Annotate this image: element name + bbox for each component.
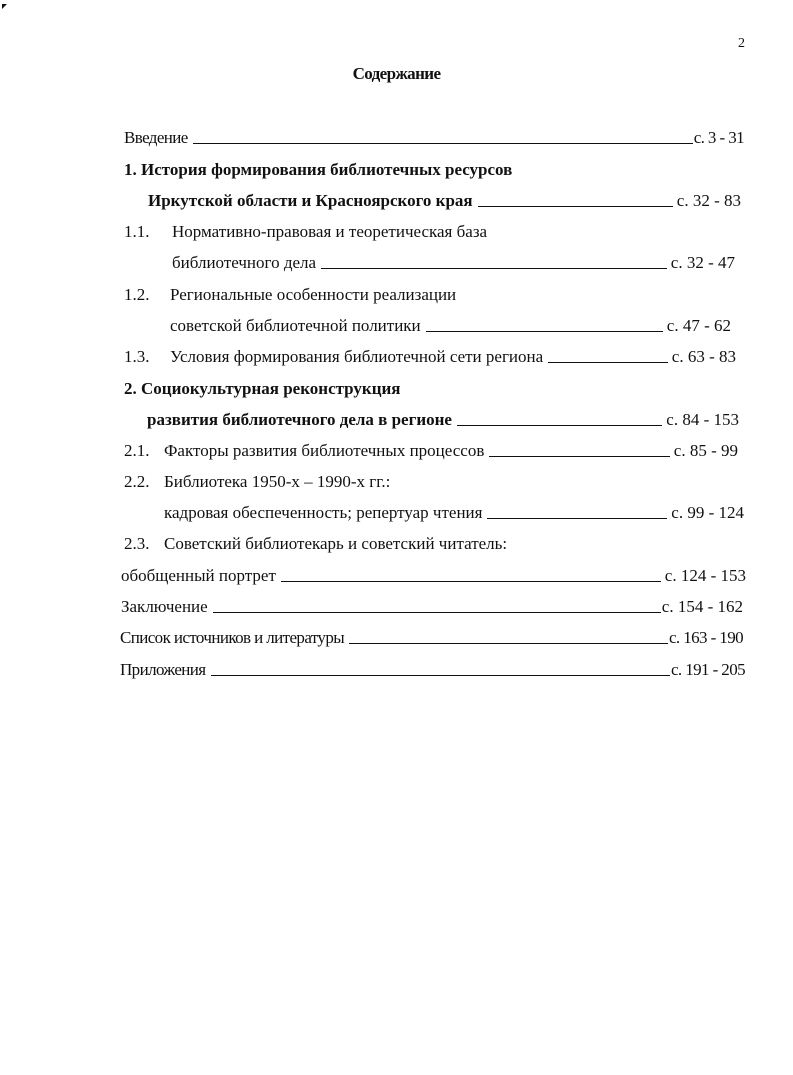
leader-line — [487, 517, 667, 519]
toc-section-1-3 — [124, 343, 736, 367]
toc-entry-pages: с. 84 - 153 — [666, 410, 739, 429]
toc-entry-pages: с. 3 - 31 — [693, 128, 744, 147]
page-number: 2 — [738, 36, 745, 51]
toc-entry-label: Список источников и литературы — [120, 628, 345, 647]
leader-line — [349, 642, 668, 644]
toc-chapter-2-line-2 — [147, 406, 739, 430]
toc-entry-label: 1. История формирования библиотечных ресурсов — [124, 160, 513, 179]
toc-entry-intro — [124, 124, 744, 148]
toc-entry-label: советской библиотечной политики — [170, 316, 421, 335]
toc-section-number: 1.1. — [124, 222, 150, 241]
toc-entry-conclusion — [121, 593, 743, 617]
toc-entry-pages: с. 63 - 83 — [671, 347, 736, 366]
toc-entry-label: 2. Социокультурная реконструкция — [124, 379, 401, 398]
leader-line — [193, 142, 693, 144]
page-title: Содержание — [352, 64, 441, 83]
toc-entry-appendix — [120, 656, 745, 680]
toc-entry-pages: с. 154 - 162 — [661, 597, 743, 616]
leader-line — [457, 424, 662, 426]
leader-line — [321, 267, 667, 269]
toc-entry-label: Введение — [124, 128, 188, 147]
corner-scan-mark — [2, 4, 7, 9]
toc-entry-label: кадровая обеспеченность; репертуар чтения — [164, 503, 483, 522]
toc-entry-pages: с. 124 - 153 — [664, 566, 746, 585]
toc-entry-label: Библиотека 1950-х – 1990-х гг.: — [164, 472, 391, 491]
toc-entry-label: Региональные особенности реализации — [170, 285, 457, 304]
toc-section-number: 1.3. — [124, 347, 150, 366]
leader-line — [211, 674, 670, 676]
toc-section-1-2-line-1 — [124, 281, 744, 305]
toc-entry-label: развития библиотечного дела в регионе — [147, 410, 452, 429]
toc-entry-label: Заключение — [121, 597, 208, 616]
leader-line — [489, 455, 669, 457]
toc-section-2-3-line-1 — [124, 530, 744, 554]
toc-section-1-1-line-2 — [172, 249, 735, 273]
toc-section-2-2-line-2 — [164, 499, 744, 523]
toc-entry-pages: с. 32 - 47 — [670, 253, 735, 272]
leader-line — [213, 611, 661, 613]
leader-line — [478, 205, 673, 207]
toc-section-number: 2.1. — [124, 441, 150, 460]
toc-entry-label: библиотечного дела — [172, 253, 317, 272]
toc-section-number: 1.2. — [124, 285, 150, 304]
toc-section-2-3-line-2 — [121, 562, 746, 586]
toc-entry-label: Советский библиотекарь и советский читатель: — [164, 534, 508, 553]
leader-line — [548, 361, 668, 363]
toc-entry-pages: с. 163 - 190 — [668, 628, 743, 647]
toc-entry-label: Факторы развития библиотечных процессов — [164, 441, 485, 460]
toc-section-1-2-line-2 — [170, 312, 731, 336]
toc-entry-label: Нормативно-правовая и теоретическая база — [172, 222, 488, 241]
toc-section-2-1 — [124, 437, 738, 461]
leader-line — [281, 580, 661, 582]
toc-entry-pages: с. 47 - 62 — [666, 316, 731, 335]
toc-entry-pages: с. 32 - 83 — [676, 191, 741, 210]
leader-line — [426, 330, 663, 332]
toc-entry-label: Иркутской области и Красноярского края — [148, 191, 473, 210]
toc-entry-pages: с. 99 - 124 — [671, 503, 744, 522]
toc-chapter-2-line-1 — [124, 375, 744, 399]
toc-entry-pages: с. 191 - 205 — [670, 660, 745, 679]
toc-section-2-2-line-1 — [124, 468, 744, 492]
toc-entry-label: Приложения — [120, 660, 206, 679]
toc-entry-label: Условия формирования библиотечной сети региона — [170, 347, 544, 366]
toc-chapter-1-line-1 — [124, 156, 744, 180]
toc-entry-pages: с. 85 - 99 — [673, 441, 738, 460]
toc-entry-label: обобщенный портрет — [121, 566, 276, 585]
toc-entry-sources — [120, 624, 743, 648]
toc-section-1-1-line-1 — [124, 218, 744, 242]
toc-section-number: 2.3. — [124, 534, 150, 553]
toc-section-number: 2.2. — [124, 472, 150, 491]
toc-chapter-1-line-2 — [148, 187, 741, 211]
